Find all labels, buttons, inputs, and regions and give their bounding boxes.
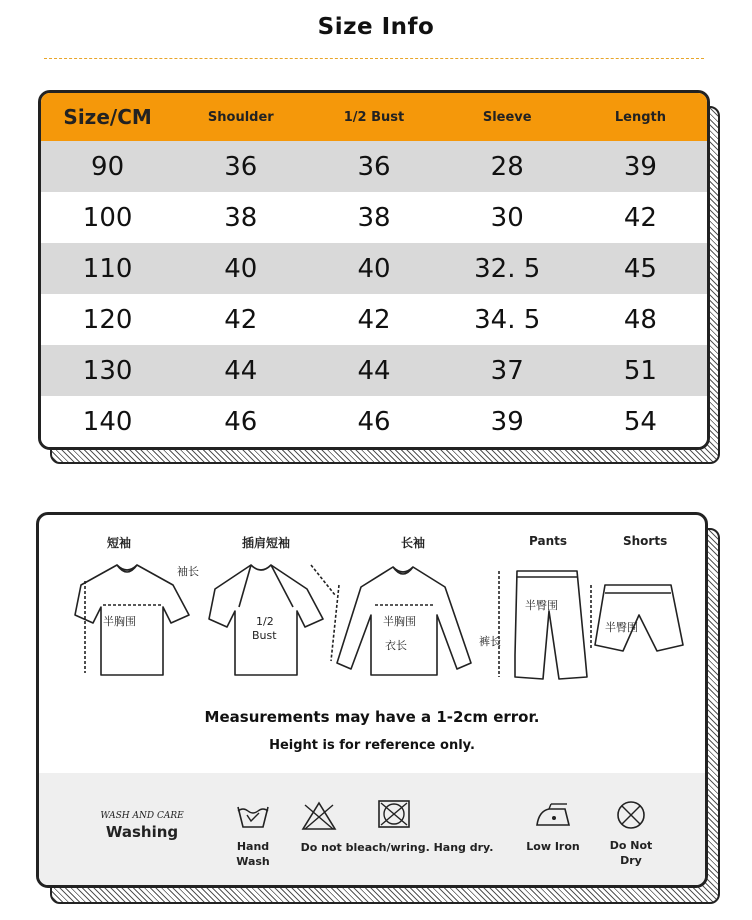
cell-shoulder: 38 (224, 202, 258, 233)
label-raglan: 插肩短袖 (242, 536, 291, 550)
cell-bust: 36 (357, 151, 391, 182)
cell-sleeve: 39 (490, 406, 524, 437)
size-table (38, 90, 710, 450)
header-size: Size/CM (63, 105, 152, 129)
table-row (41, 345, 707, 396)
hand-wash-icon (235, 801, 271, 831)
cell-sleeve: 34. 5 (474, 304, 541, 335)
label-short-sleeve: 短袖 (107, 536, 132, 550)
cell-size: 140 (82, 406, 133, 437)
table-header (41, 93, 707, 141)
label-long-sleeve: 长袖 (401, 536, 426, 550)
do-not-dry-icon (615, 799, 647, 831)
cell-sleeve: 30 (490, 202, 524, 233)
cell-bust: 42 (357, 304, 391, 335)
measurement-guide (36, 512, 708, 888)
title-divider (44, 58, 704, 59)
washing-heading: Washing (105, 823, 179, 841)
header-shoulder: Shoulder (207, 109, 274, 125)
cell-bust: 44 (357, 355, 391, 386)
cell-shoulder: 44 (224, 355, 258, 386)
page-title: Size Info (317, 14, 435, 40)
cell-sleeve: 32. 5 (474, 253, 541, 284)
body-length-label: 衣长 (385, 639, 407, 652)
cell-sleeve: 28 (490, 151, 524, 182)
height-note: Height is for reference only. (269, 738, 475, 753)
header-length: Length (614, 109, 666, 125)
cell-size: 90 (91, 151, 125, 182)
bust-label-top: 1/2 (256, 615, 274, 628)
cell-size: 130 (82, 355, 133, 386)
table-row (41, 141, 707, 192)
table-row (41, 243, 707, 294)
cell-length: 51 (623, 355, 657, 386)
do-not-dry-label-2: Dry (620, 854, 642, 867)
table-body (41, 141, 707, 447)
cell-bust: 46 (357, 406, 391, 437)
wash-care-brand: WASH AND CARE (100, 811, 184, 821)
bleach-wring-label: Do not bleach/wring. Hang dry. (300, 841, 494, 854)
cell-shoulder: 46 (224, 406, 258, 437)
cell-length: 39 (623, 151, 657, 182)
no-bleach-icon (301, 801, 337, 831)
cell-shoulder: 36 (224, 151, 258, 182)
table-row (41, 192, 707, 243)
pants-icon (499, 571, 587, 679)
low-iron-label: Low Iron (526, 840, 580, 853)
cell-size: 100 (82, 202, 133, 233)
cell-size: 120 (82, 304, 133, 335)
cell-length: 54 (623, 406, 657, 437)
cell-length: 48 (623, 304, 657, 335)
half-chest-label: 半胸围 (383, 615, 416, 628)
cell-sleeve: 37 (490, 355, 524, 386)
waist-label: 半臀围 (525, 599, 558, 612)
cell-bust: 38 (357, 202, 391, 233)
label-shorts: Shorts (623, 534, 668, 548)
measurement-note: Measurements may have a 1-2cm error. (204, 708, 540, 726)
table-row (41, 294, 707, 345)
hand-wash-label-1: Hand (236, 840, 270, 853)
header-bust: 1/2 Bust (343, 109, 405, 125)
cell-length: 45 (623, 253, 657, 284)
sleeve-length-label: 袖长 (177, 565, 199, 578)
label-pants: Pants (529, 534, 567, 548)
cell-size: 110 (82, 253, 133, 284)
cell-bust: 40 (357, 253, 391, 284)
pants-length-label: 裤长 (479, 635, 501, 648)
no-wring-icon (376, 799, 412, 829)
table-row (41, 396, 707, 447)
waist-label: 半臀围 (605, 621, 638, 634)
cell-shoulder: 40 (224, 253, 258, 284)
half-chest-label: 半胸围 (103, 615, 136, 628)
bust-label-bottom: Bust (252, 629, 277, 642)
shorts-icon (591, 585, 683, 651)
cell-shoulder: 42 (224, 304, 258, 335)
low-iron-icon (533, 801, 573, 831)
cell-length: 42 (623, 202, 657, 233)
hand-wash-label-2: Wash (236, 855, 270, 868)
do-not-dry-label-1: Do Not (609, 839, 653, 852)
header-sleeve: Sleeve (482, 109, 532, 125)
garment-diagrams (39, 545, 705, 725)
